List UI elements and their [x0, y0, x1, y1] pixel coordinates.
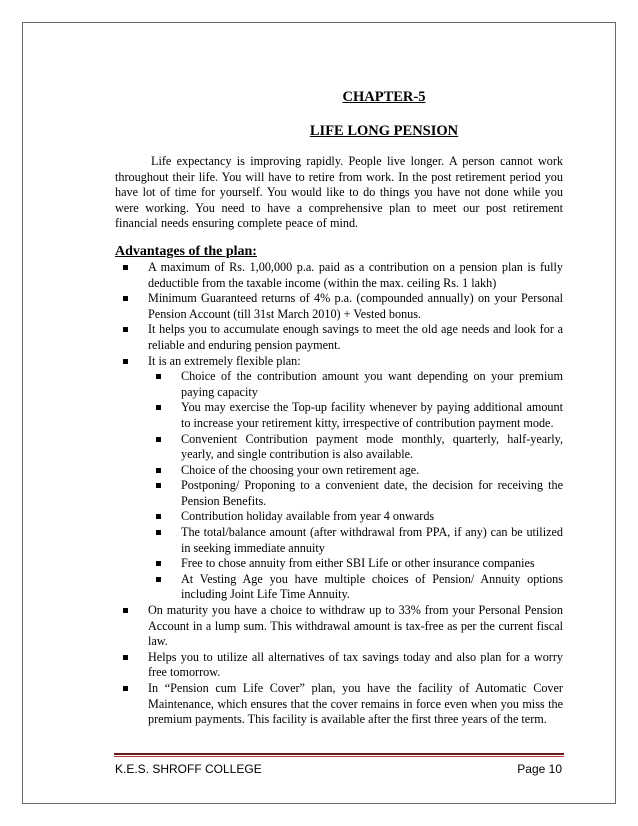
list-item-text: It is an extremely flexible plan:	[148, 353, 301, 368]
footer-page-number: Page 10	[517, 762, 562, 776]
advantages-list	[115, 260, 563, 728]
sub-list-item	[148, 400, 563, 431]
bullet-icon	[123, 327, 128, 332]
list-item	[115, 291, 563, 322]
footer-rule	[114, 753, 564, 755]
sub-list-item	[148, 556, 563, 572]
sub-list-item-text: Choice of the choosing your own retirement age.	[181, 462, 420, 477]
sub-list-item	[148, 509, 563, 525]
bullet-icon	[156, 374, 161, 379]
bullet-icon	[156, 437, 161, 442]
list-item-text: Minimum Guaranteed returns of 4% p.a. (compounded annually) on your Personal Pension Account (till 31st March 2010) + Vested bonus.	[148, 291, 563, 321]
sub-list-item-text: Free to chose annuity from either SBI Life or other insurance companies	[181, 556, 535, 571]
list-item-text: A maximum of Rs. 1,00,000 p.a. paid as a contribution on a pension plan is fully deductible from the taxable income (within the max. ceiling Rs. 1 lakh)	[148, 259, 563, 290]
sub-list-item-text: Convenient Contribution payment mode monthly, quarterly, half-yearly, yearly, and single contribution is also available.	[181, 431, 563, 462]
footer-rule-accent	[114, 756, 564, 757]
list-item	[115, 650, 563, 681]
sub-list-item-text: You may exercise the Top-up facility whenever by paying additional amount to increase your retirement kitty, irrespective of contribution payment mode.	[181, 400, 563, 430]
sub-list-item-text: At Vesting Age you have multiple choices of Pension/ Annuity options including Joint Life Time Annuity.	[181, 571, 563, 602]
sub-list-item	[148, 369, 563, 400]
bullet-icon	[123, 296, 128, 301]
bullet-icon	[156, 561, 161, 566]
bullet-icon	[123, 655, 128, 660]
sub-list-item-text: Postponing/ Proponing to a convenient date, the decision for receiving the Pension Benefits.	[181, 478, 563, 508]
list-item-text: It helps you to accumulate enough savings to meet the old age needs and look for a reliable and enduring pension payment.	[148, 322, 563, 352]
footer-college-name: K.E.S. SHROFF COLLEGE	[115, 762, 262, 776]
bullet-icon	[156, 530, 161, 535]
list-item	[115, 603, 563, 650]
list-item	[115, 322, 563, 353]
bullet-icon	[123, 608, 128, 613]
page-title: LIFE LONG PENSION	[309, 123, 459, 139]
chapter-heading: CHAPTER-5	[342, 89, 426, 105]
sub-list-item	[148, 478, 563, 509]
sub-list-item	[148, 432, 563, 463]
list-item	[115, 681, 563, 728]
list-item-text: Helps you to utilize all alternatives of tax savings today and also plan for a worry free tomorrow.	[148, 649, 563, 680]
sub-list-item-text: Contribution holiday available from year 4 onwards	[181, 509, 435, 524]
intro-paragraph: Life expectancy is improving rapidly. People live longer. A person cannot work throughout their life. You will have to retire from work. In the post retirement period you have lot of time for yourself. You would like to do things you have not done while you were working. You need to have a comprehensive plan to meet our post retirement financial needs ensuring complete peace of mind.	[115, 154, 563, 231]
bullet-icon	[156, 468, 161, 473]
sub-list-item	[148, 572, 563, 603]
bullet-icon	[156, 405, 161, 410]
bullet-icon	[123, 686, 128, 691]
sub-list-item-text: Choice of the contribution amount you want depending on your premium paying capacity	[181, 369, 563, 399]
bullet-icon	[156, 577, 161, 582]
page-content	[115, 88, 563, 728]
sub-list-item	[148, 525, 563, 556]
list-item-text: In “Pension cum Life Cover” plan, you have the facility of Automatic Cover Maintenance, which ensures that the cover remains in force even when you miss the premium payments. This facility is available after the first three years of the term.	[148, 681, 563, 727]
list-item	[115, 354, 563, 604]
bullet-icon	[156, 483, 161, 488]
sub-list-item	[148, 463, 563, 479]
flexible-plan-list	[148, 369, 563, 603]
advantages-heading: Advantages of the plan:	[115, 243, 257, 259]
bullet-icon	[123, 265, 128, 270]
list-item-text: On maturity you have a choice to withdraw up to 33% from your Personal Pension Account in a lump sum. This withdrawal amount is tax-free as per the current fiscal law.	[148, 603, 563, 649]
bullet-icon	[123, 359, 128, 364]
bullet-icon	[156, 514, 161, 519]
list-item	[115, 260, 563, 291]
sub-list-item-text: The total/balance amount (after withdrawal from PPA, if any) can be utilized in seeking immediate annuity	[181, 525, 563, 555]
